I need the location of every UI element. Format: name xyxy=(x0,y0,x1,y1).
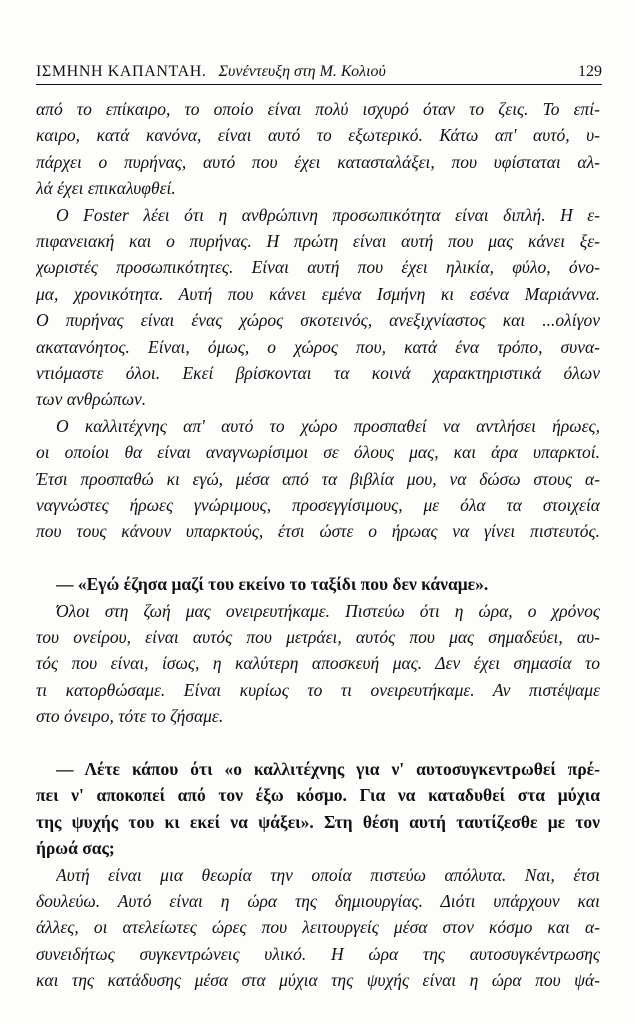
blank-line xyxy=(36,545,600,571)
text-line: των ανθρώπων. xyxy=(36,389,147,410)
text-line: καιρο, κατά κανόνα, είναι αυτό το εξωτερικό. Κάτω απ' αυτό, υ- xyxy=(36,125,600,146)
running-head xyxy=(36,62,602,85)
text-line: οι οποίοι θα είναι αναγνωρίσιμοι σε όλους μας, και άρα υπαρκτοί. xyxy=(36,442,600,463)
text-line: δουλεύω. Αυτό είναι η ώρα της δημιουργίας. Διότι υπάρχουν και xyxy=(36,891,600,911)
text-line: του ονείρου, είναι αυτός που μετράει, αυτός που μας σημαδεύει, αυ- xyxy=(36,627,600,647)
text-line: Ο Foster λέει ότι η ανθρώπινη προσωπικότητα είναι διπλή. Η ε- xyxy=(56,204,600,225)
text-line: στο όνειρο, τότε το ζήσαμε. xyxy=(36,706,224,727)
text-line: τι κατορθώσαμε. Είναι κυρίως το τι ονειρευτήκαμε. Αν πιστέψαμε xyxy=(36,679,600,700)
text-line: — «Εγώ έζησα μαζί του εκείνο το ταξίδι που δεν κάναμε». xyxy=(56,574,489,595)
text-line: ντιόμαστε όλοι. Εκεί βρίσκονται τα κοινά χαρακτηριστικά όλων xyxy=(36,363,600,383)
text-line: από το επίκαιρο, το οποίο είναι πολύ ισχυρό όταν το ζεις. Το επί- xyxy=(36,99,600,119)
text-line: Όλοι στη ζωή μας ονειρευτήκαμε. Πιστεύω ότι η ώρα, ο χρόνος xyxy=(56,600,600,621)
text-line: τός που είναι, ίσως, η καλύτερη αποσκευή μας. Δεν έχει σημασία το xyxy=(36,653,600,674)
running-head-title: Συνέντευξη στη Μ. Κολιού xyxy=(218,63,386,80)
text-line: και της κατάδυσης μέσα στα μύχια της ψυχής είναι η ώρα που ψά- xyxy=(36,970,600,991)
text-line: ναγνώστες ήρωες γνώριμους, προσεγγίσιμους, με όλα τα στοιχεία xyxy=(36,495,600,515)
text-line: της ψυχής του κι εκεί να ψάξει». Στη θέση αυτή ταυτίζεσθε με τον xyxy=(36,811,600,832)
text-line: άλλες, οι ατελείωτες ώρες που λειτουργείς μέσα στον κόσμο και α- xyxy=(36,917,600,938)
text-line: μα, χρονικότητα. Αυτή που κάνει εμένα Ισμήνη κι εσένα Μαριάννα. xyxy=(36,283,600,304)
page-number: 129 xyxy=(578,63,602,80)
text-line: Αυτή είναι μια θεωρία την οποία πιστεύω απόλυτα. Ναι, έτσι xyxy=(56,864,600,885)
text-line: ακατανόητος. Είναι, όμως, ο χώρος που, κατά ένα τρόπο, συνα- xyxy=(36,336,600,357)
text-line: Ο πυρήνας είναι ένας χώρος σκοτεινός, ανεξιχνίαστος και ...ολίγον xyxy=(36,310,600,331)
text-line: — Λέτε κάπου ότι «ο καλλιτέχνης για ν' αυτοσυγκεντρωθεί πρέ- xyxy=(56,759,600,779)
text-line: Έτσι προσπαθώ κι εγώ, μέσα από τα βιβλία μου, να δώσω στους α- xyxy=(36,468,600,489)
text-line: συνειδήτως συγκεντρώνεις υλικό. Η ώρα της αυτοσυγκέντρωσης xyxy=(36,943,600,964)
running-head-author: ΙΣΜΗΝΗ ΚΑΠΑΝΤΑΗ. xyxy=(36,63,207,80)
text-line: πει ν' αποκοπεί από τον έξω κόσμο. Για να καταδυθεί στα μύχια xyxy=(36,785,600,806)
text-line: ήρωά σας; xyxy=(36,838,115,859)
text-line: χωριστές προσωπικότητες. Είναι αυτή που έχει ηλικία, φύλο, όνο- xyxy=(36,257,600,278)
text-line: πάρχει ο πυρήνας, αυτό που έχει κατασταλάξει, που υφίσταται αλ- xyxy=(36,151,600,172)
text-line: λά έχει επικαλυφθεί. xyxy=(36,178,176,199)
blank-line xyxy=(36,730,600,756)
text-line: που τους κάνουν υπαρκτούς, έτσι ώστε ο ήρωας να γίνει πιστευτός. xyxy=(36,521,600,542)
text-line: πιφανειακή και ο πυρήνας. Η πρώτη είναι αυτή που μας κάνει ξε- xyxy=(36,231,600,251)
text-line: Ο καλλιτέχνης απ' αυτό το χώρο προσπαθεί να αντλήσει ήρωες, xyxy=(56,415,600,436)
